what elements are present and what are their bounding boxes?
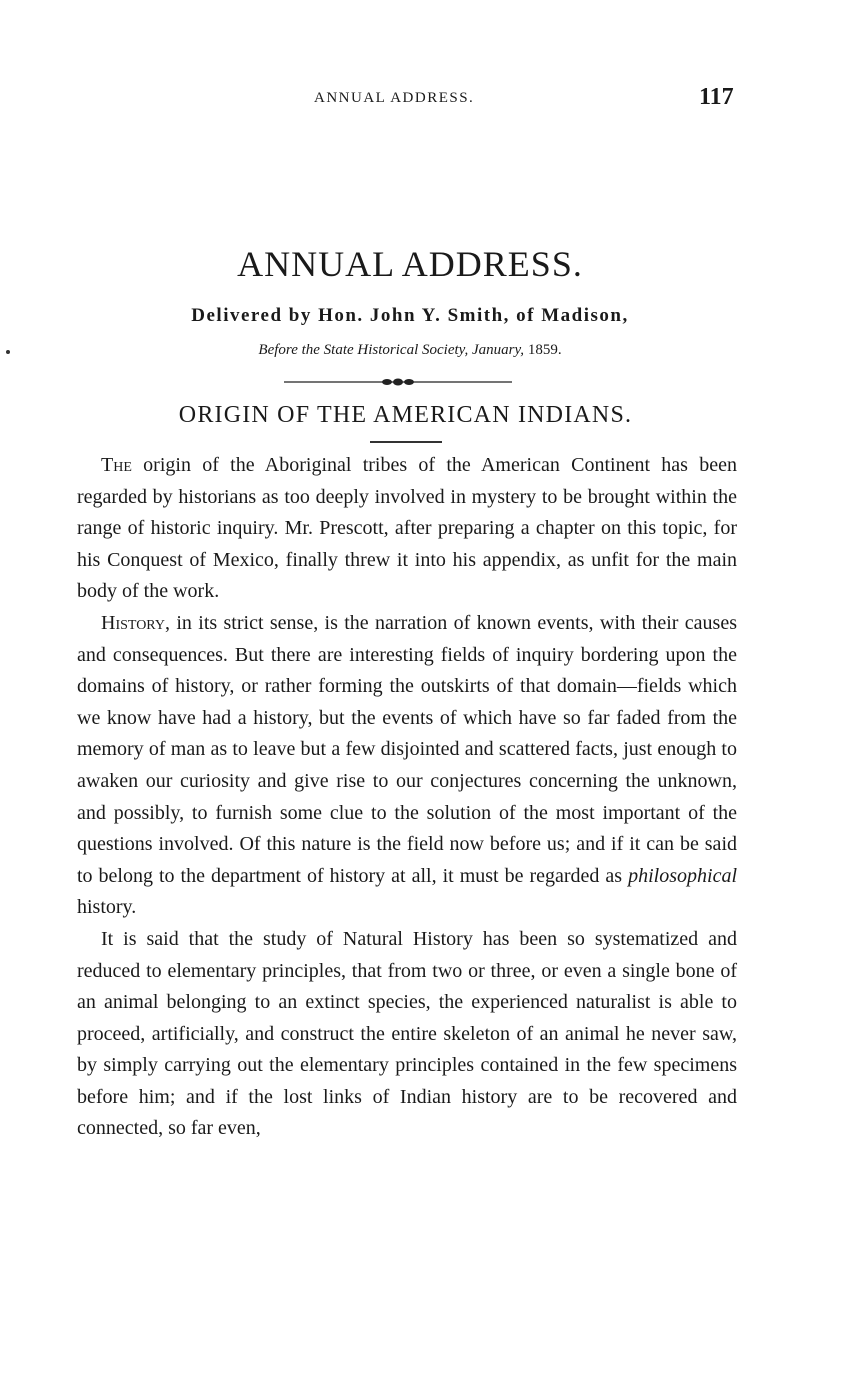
paragraph-2-lead: History (101, 611, 165, 634)
paragraph-2-tail: history. (77, 896, 137, 919)
byline: Delivered by Hon. John Y. Smith, of Madison, (191, 305, 629, 326)
paragraph-1-lead: The (101, 454, 132, 476)
page-title: ANNUAL ADDRESS. (237, 244, 583, 284)
ornament-rule-icon (284, 373, 512, 391)
venue-year: 1859. (527, 342, 562, 358)
paragraph-2 (77, 608, 737, 924)
section-title: ORIGIN OF THE AMERICAN INDIANS. (178, 402, 633, 428)
paragraph-1 (77, 450, 737, 608)
body-text (77, 450, 737, 1145)
paragraph-3-text: It is said that the study of Natural History has been so systematized and reduced to elementary principles, that from two or three, or even a single bone of an animal belonging to an extinct species, the experienced naturalist is able to proceed, artificially, and construct the entire skeleton of an animal he never saw, by simply carrying out the elementary principles contained in the few specimens before him; and if the lost links of Indian history are to be recovered and connected, so far even, (77, 927, 737, 1140)
paragraph-1-text: origin of the Aboriginal tribes of the American Continent has been regarded by historians as too deeply involved in mystery to be brought within the range of historic inquiry. Mr. Prescott, after preparing a chapter on this topic, for his Conquest of Mexico, finally threw it into his appendix, as unfit for the main body of the work. (77, 454, 737, 603)
running-head (0, 86, 859, 116)
paragraph-2-text: , in its strict sense, is the narration of known events, with their causes and consequences. But there are interesting fields of inquiry bordering upon the domains of history, or rather forming the outskirts of that domain—fields which we know have had a history, but the events of which have so far faded from the memory of man as to leave but a few disjointed and scattered facts, just enough to awaken our curiosity and give rise to our conjectures concerning the unknown, and possibly, to furnish some clue to the solution of the most important of the questions involved. Of this nature is the field now before us; and if it can be said to belong to the department of history at all, it must be regarded as (77, 611, 737, 887)
venue-line (0, 342, 820, 359)
venue-prefix: Before the State Historical Society, January, (258, 342, 525, 358)
margin-speck (6, 350, 10, 354)
paragraph-3 (77, 924, 737, 1145)
section-rule (370, 441, 442, 443)
page-number: 117 (699, 84, 734, 110)
paragraph-2-emphasis: philosophical (628, 864, 737, 887)
running-title: ANNUAL ADDRESS. (314, 90, 475, 106)
